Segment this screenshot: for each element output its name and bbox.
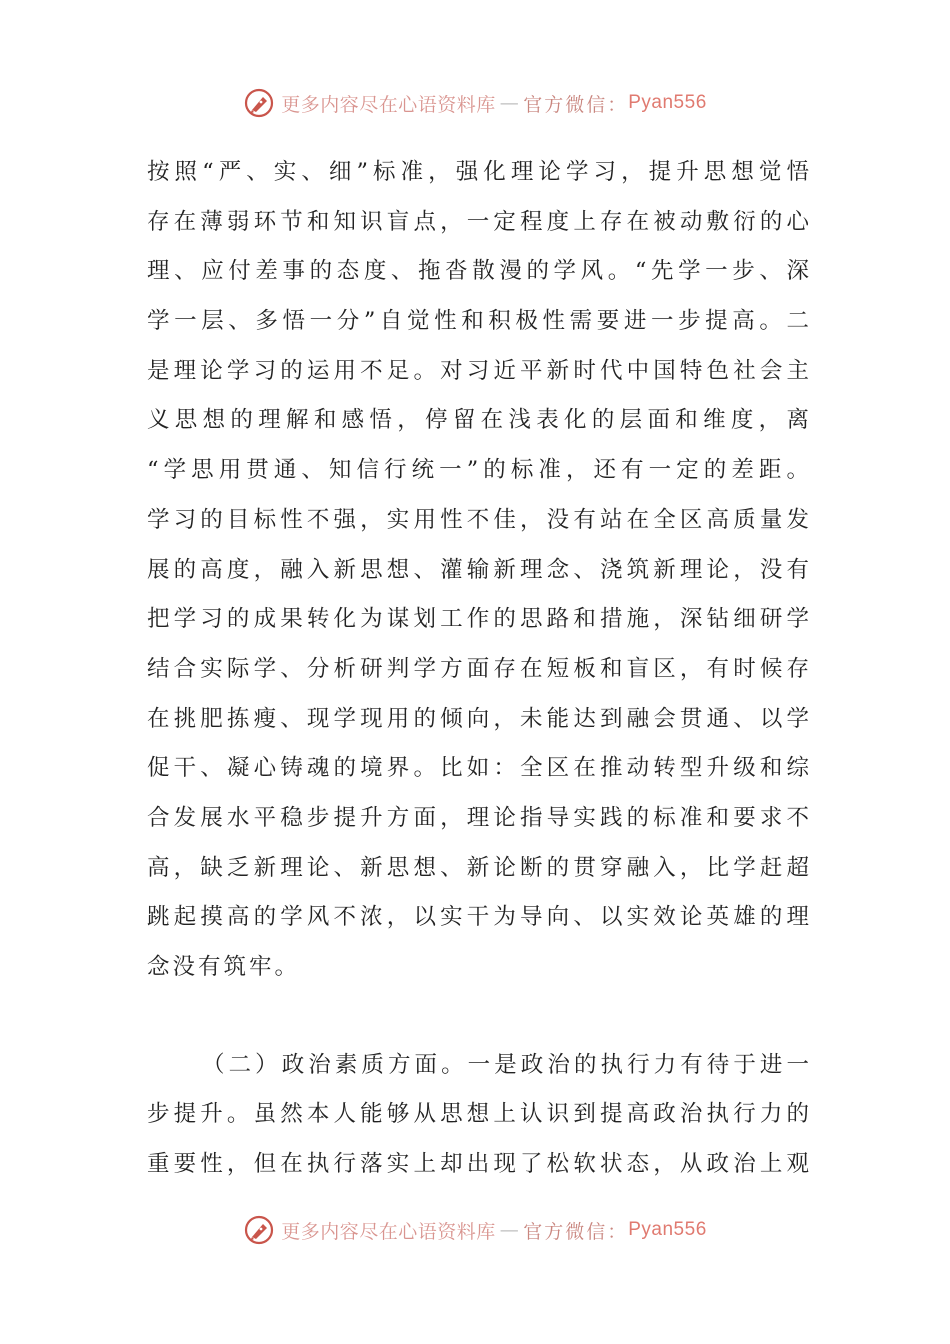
banner-wechat-id: Pyan556 xyxy=(628,92,707,113)
text-line: 把学习的成果转化为谋划工作的思路和措施，深钻细研学 xyxy=(147,606,809,633)
banner-wechat-id: Pyan556 xyxy=(628,1219,707,1240)
text-line: 是理论学习的运用不足。对习近平新时代中国特色社会主 xyxy=(147,357,809,384)
banner-separator: — xyxy=(499,1219,520,1241)
text-line: 按照“严、实、细”标准，强化理论学习，提升思想觉悟 xyxy=(147,159,809,185)
document-body xyxy=(147,148,809,1190)
text-line: 结合实际学、分析研判学方面存在短板和盲区，有时候存 xyxy=(147,655,809,682)
text-line: 义思想的理解和感悟，停留在浅表化的层面和维度，离 xyxy=(147,407,809,434)
pen-nib-logo-icon xyxy=(243,1214,275,1246)
text-line: 步提升。虽然本人能够从思想上认识到提高政治执行力的 xyxy=(147,1101,809,1128)
footer-watermark-banner xyxy=(0,1210,950,1250)
text-line: （二）政治素质方面。一是政治的执行力有待于进一 xyxy=(202,1051,809,1078)
text-line: 高，缺乏新理论、新思想、新论断的贯穿融入，比学赶超 xyxy=(147,854,809,881)
text-line: 重要性，但在执行落实上却出现了松软状态，从政治上观 xyxy=(147,1151,809,1178)
text-line: 存在薄弱环节和知识盲点，一定程度上存在被动敷衍的心 xyxy=(147,208,809,235)
paragraph-spacer xyxy=(147,993,809,1041)
banner-brand-text: 更多内容尽在心语资料库 xyxy=(281,93,496,116)
text-line: 促干、凝心铸魂的境界。比如：全区在推动转型升级和综 xyxy=(147,755,809,782)
banner-wechat-label: 官方微信： xyxy=(523,1220,629,1243)
text-line: 学习的目标性不强，实用性不佳，没有站在全区高质量发 xyxy=(147,506,809,533)
text-line: 展的高度，融入新思想、灌输新理念、浇筑新理论，没有 xyxy=(147,556,809,583)
header-watermark-banner xyxy=(0,83,950,123)
paragraph-2 xyxy=(147,1041,809,1190)
banner-separator: — xyxy=(499,92,520,114)
text-line: 合发展水平稳步提升方面，理论指导实践的标准和要求不 xyxy=(147,804,809,831)
text-line: “学思用贯通、知信行统一”的标准，还有一定的差距。 xyxy=(147,457,809,484)
text-line: 理、应付差事的态度、拖沓散漫的学风。“先学一步、深 xyxy=(147,258,809,285)
banner-brand-text: 更多内容尽在心语资料库 xyxy=(281,1220,496,1243)
text-line: 学一层、多悟一分”自觉性和积极性需要进一步提高。二 xyxy=(147,308,809,335)
text-line: 在挑肥拣瘦、现学现用的倾向，未能达到融会贯通、以学 xyxy=(147,705,809,732)
banner-wechat-label: 官方微信： xyxy=(523,93,629,116)
paragraph-1 xyxy=(147,148,809,993)
text-line: 念没有筑牢。 xyxy=(147,954,301,980)
text-line: 跳起摸高的学风不浓，以实干为导向、以实效论英雄的理 xyxy=(147,904,809,931)
pen-nib-logo-icon xyxy=(243,87,275,119)
